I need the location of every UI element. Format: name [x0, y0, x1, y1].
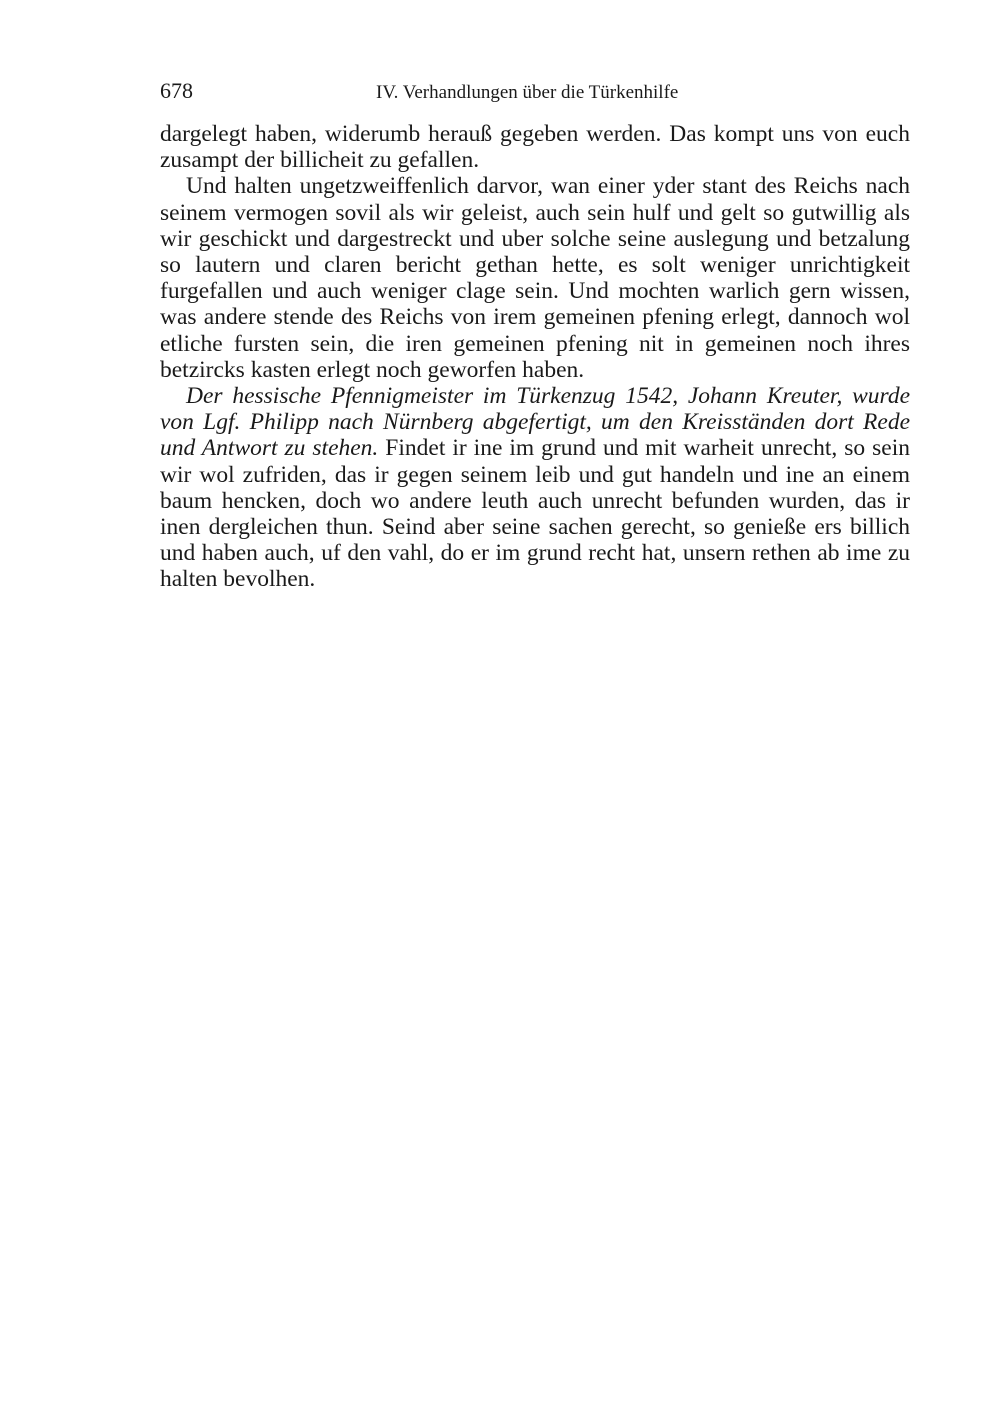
- page-number: 678: [160, 78, 193, 103]
- paragraph-1: dargelegt haben, widerumb herauß gegeben werden. Das kompt uns von euch zusampt der billicheit zu gefallen.: [160, 121, 910, 174]
- editorial-note: Der hessische Pfennigmeister im Türkenzug 1542, Johann Kreuter, wurde von Lgf. Philipp nach Nürnberg abgefertigt, um den Kreisständen dort Rede und Antwort zu stehen.: [160, 383, 910, 462]
- body-text: [160, 121, 910, 593]
- page-header: [160, 78, 910, 108]
- running-head: IV. Verhandlungen über die Türkenhilfe: [376, 82, 679, 103]
- paragraph-3-text: Findet ir ine im grund und mit warheit unrecht, so sein wir wol zufriden, das ir gegen seinem leib und gut handeln und ine an einem baum hencken, doch wo andere leuth auch unrecht befunden wurden, das ir inen dergleichen thun. Seind aber seine sachen gerecht, so genieße ers billich und haben auch, uf den vahl, do er im grund recht hat, unsern rethen ab ime zu halten bevolhen.: [160, 435, 910, 593]
- paragraph-3: [160, 383, 910, 593]
- paragraph-2: Und halten ungetzweiffenlich darvor, wan einer yder stant des Reichs nach seinem vermogen sovil als wir geleist, auch sein hulf und gelt so gutwillig als wir geschickt und dargestreckt und uber solche seine auslegung und betzalung so lautern und claren bericht gethan hette, es solt weniger unrichtigkeit furgefallen und auch weniger clage sein. Und mochten warlich gern wissen, was andere stende des Reichs von irem gemeinen pfening erlegt, dannoch wol etliche fursten sein, die iren gemeinen pfening nit in gemeinen noch ihres betzircks kasten erlegt noch geworfen haben.: [160, 173, 910, 383]
